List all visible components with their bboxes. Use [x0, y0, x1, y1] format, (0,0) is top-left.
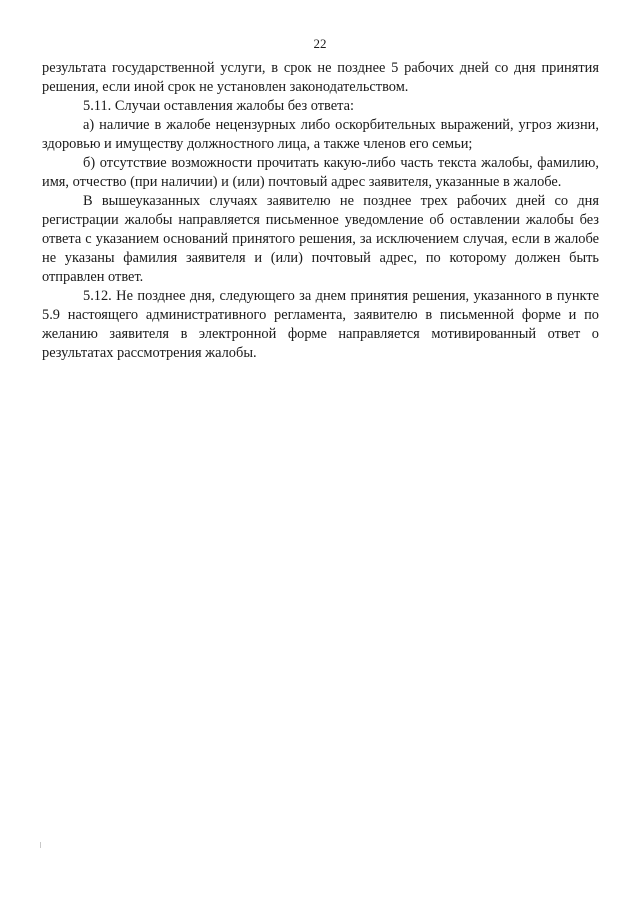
- section-5-11-heading: 5.11. Случаи оставления жалобы без ответа:: [83, 98, 354, 114]
- document-body: [42, 59, 599, 363]
- section-5-12-paragraph: 5.12. Не позднее дня, следующего за днем принятия решения, указанного в пункте 5.9 настоящего административного регламента, заявителю в письменной форме и по желанию заявителя в электронной форме направляется мотивированный ответ о результатах рассмотрения жалобы.: [42, 288, 599, 361]
- paragraph-continuation: результата государственной услуги, в срок не позднее 5 рабочих дней со дня принятия решения, если иной срок не установлен законодательством.: [42, 60, 599, 95]
- item-b: б) отсутствие возможности прочитать какую-либо часть текста жалобы, фамилию, имя, отчество (при наличии) и (или) почтовый адрес заявителя, указанные в жалобе.: [42, 155, 599, 190]
- item-a: а) наличие в жалобе нецензурных либо оскорбительных выражений, угроз жизни, здоровью и имуществу должностного лица, а также членов его семьи;: [42, 117, 599, 152]
- scan-artifact-mark: [40, 842, 41, 848]
- page-number: 22: [313, 36, 327, 51]
- notification-paragraph: В вышеуказанных случаях заявителю не позднее трех рабочих дней со дня регистрации жалобы направляется письменное уведомление об оставлении жалобы без ответа с указанием оснований принятого решения, за исключением случая, если в жалобе не указаны фамилия заявителя и (или) почтовый адрес, по которому должен быть отправлен ответ.: [42, 193, 599, 285]
